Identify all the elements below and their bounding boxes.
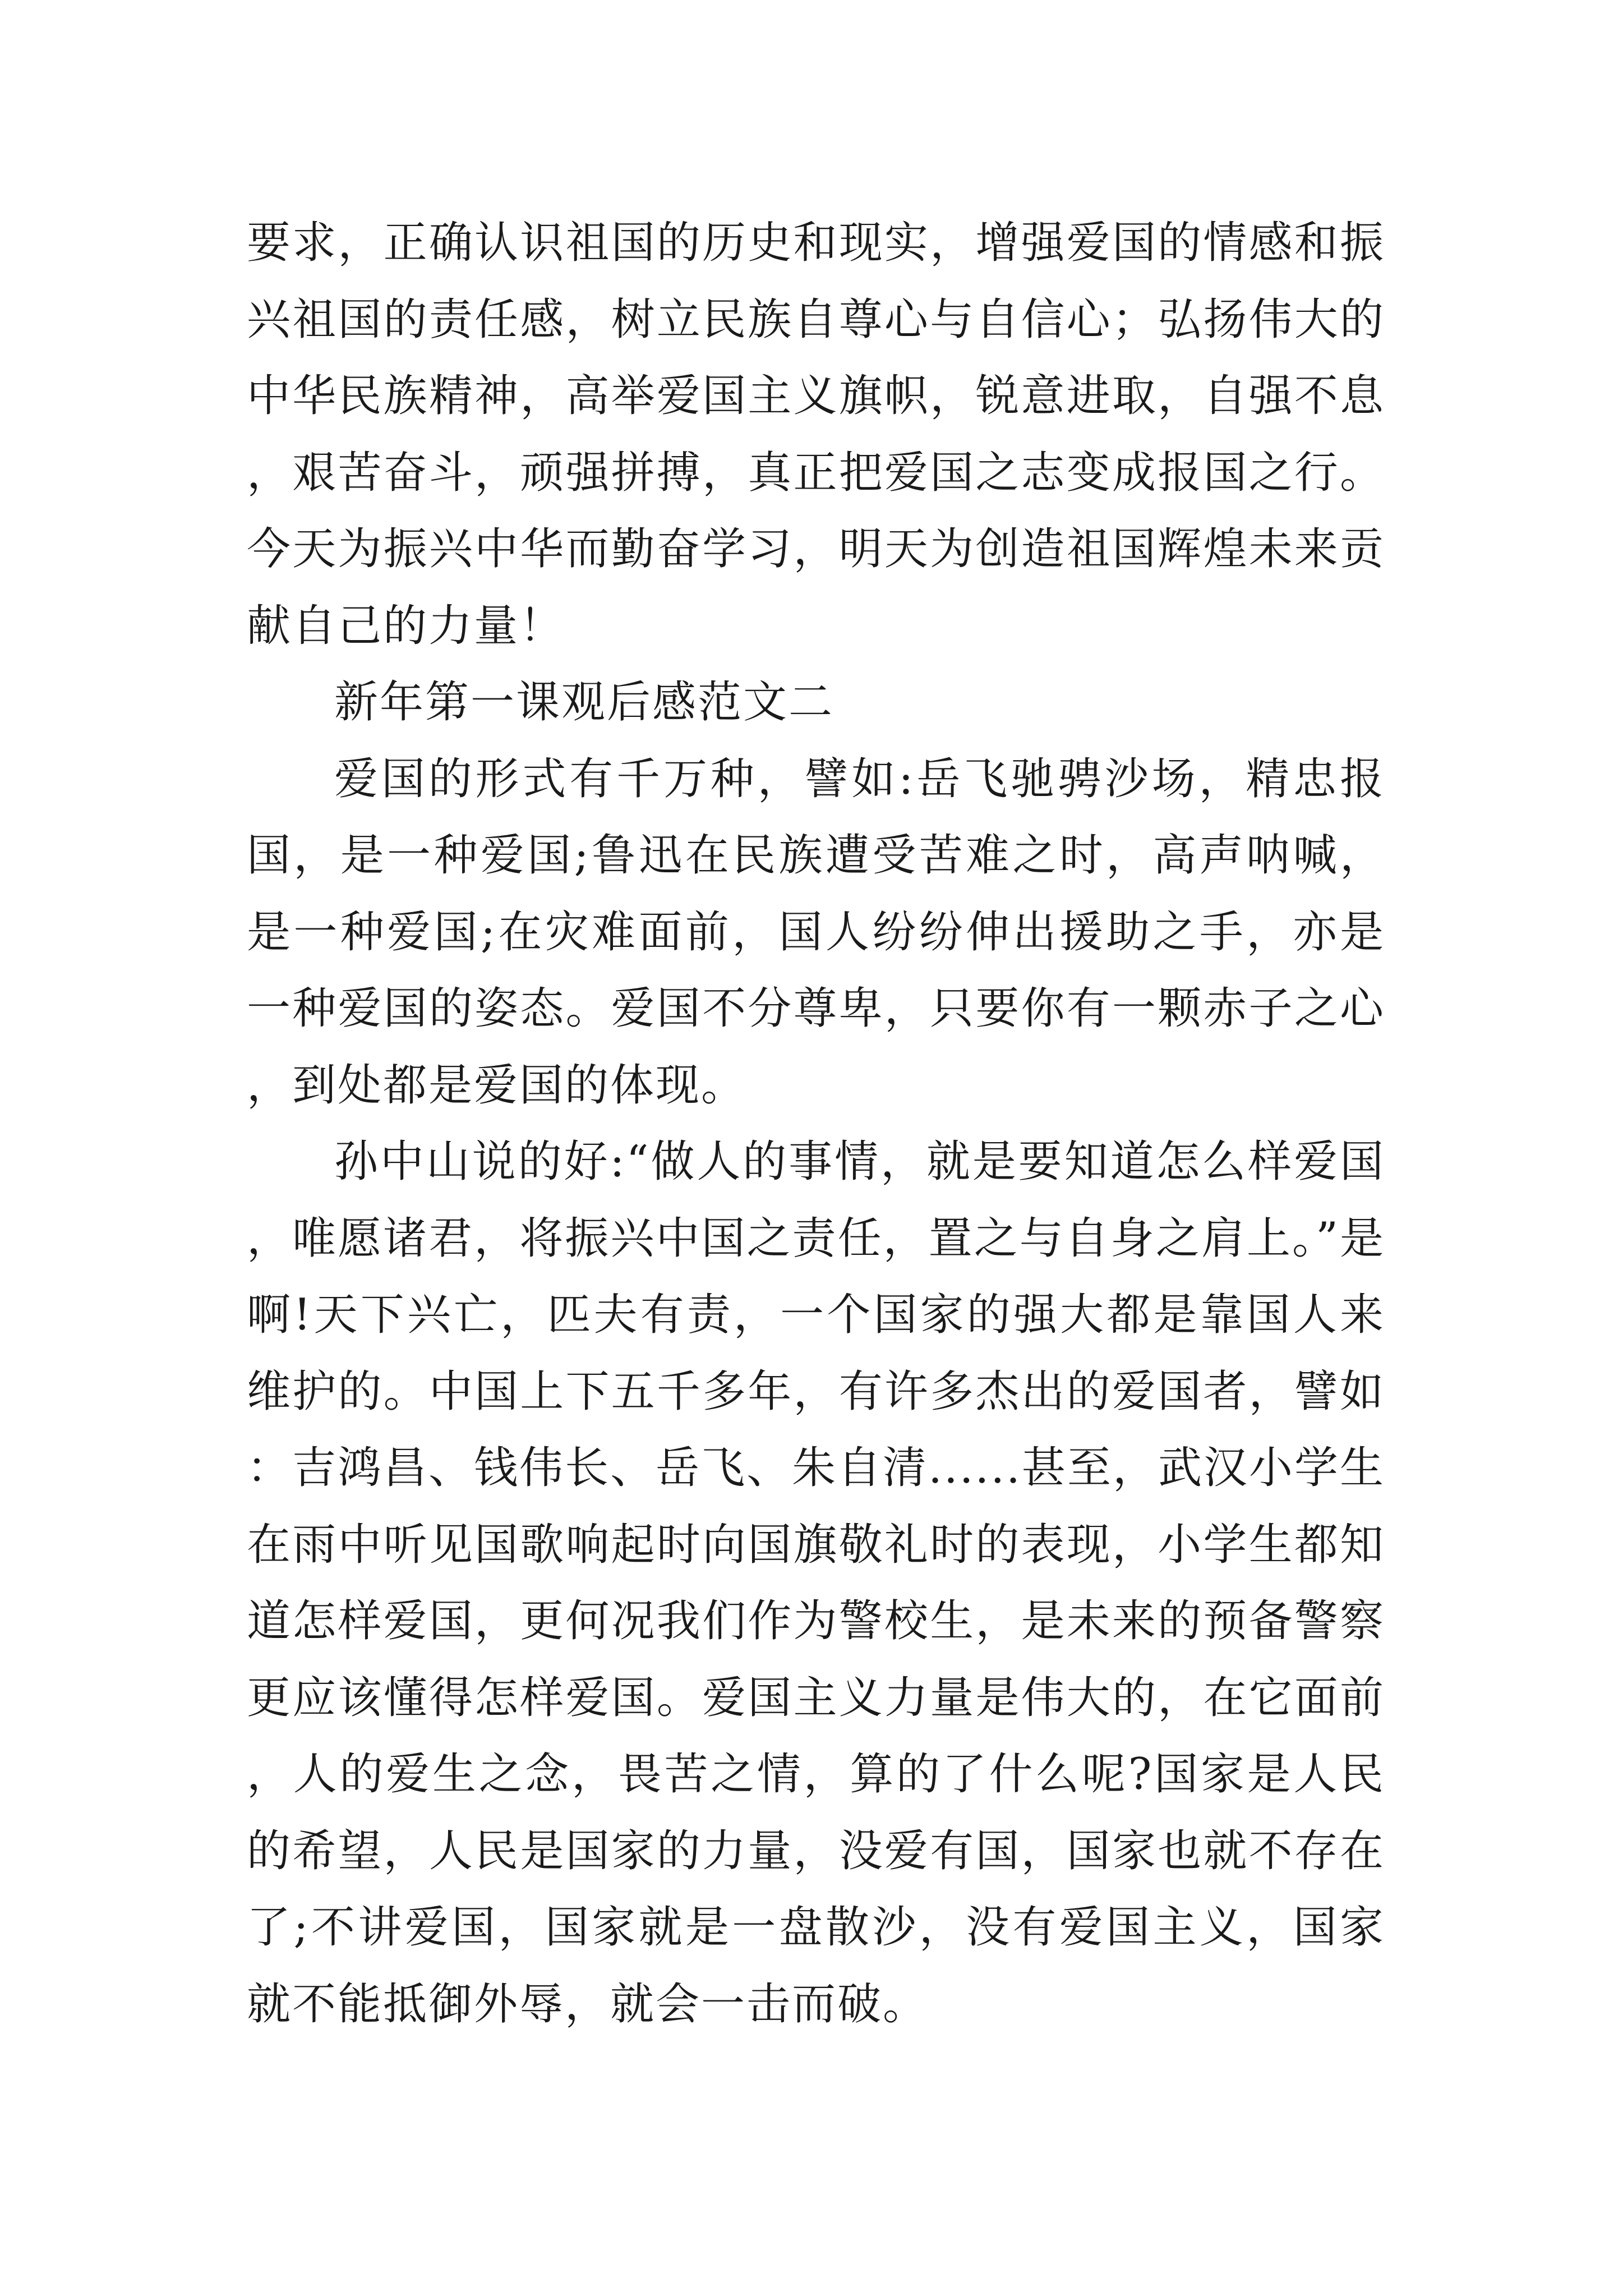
paragraph-continuation: 要求，正确认识祖国的历史和现实，增强爱国的情感和振兴祖国的责任感，树立民族自尊心与自信心；弘扬伟大的中华民族精神，高举爱国主义旗帜，锐意进取，自强不息，艰苦奋斗，顽强拼搏，真正把爱国之志变成报国之行。今天为振兴中华而勤奋学习，明天为创造祖国辉煌未来贡献自己的力量！ bbox=[247, 218, 1385, 651]
document-body bbox=[247, 205, 1385, 2042]
paragraph-sun-yat-sen-quote: 孙中山说的好:“做人的事情，就是要知道怎么样爱国，唯愿诸君，将振兴中国之责任，置之与自身之肩上。”是啊!天下兴亡，匹夫有责，一个国家的强大都是靠国人来维护的。中国上下五千多年，有许多杰出的爱国者，譬如：吉鸿昌、钱伟长、岳飞、朱自清......甚至，武汉小学生在雨中听见国歌响起时向国旗敬礼时的表现，小学生都知道怎样爱国，更何况我们作为警校生，是未来的预备警察更应该懂得怎样爱国。爱国主义力量是伟大的，在它面前，人的爱生之念，畏苦之情，算的了什么呢?国家是人民的希望，人民是国家的力量，没爱有国，国家也就不存在了;不讲爱国，国家就是一盘散沙，没有爱国主义，国家就不能抵御外辱，就会一击而破。 bbox=[247, 1137, 1385, 2030]
paragraph-forms-of-patriotism: 爱国的形式有千万种，譬如:岳飞驰骋沙场，精忠报国，是一种爱国;鲁迅在民族遭受苦难之时，高声呐喊，是一种爱国;在灾难面前，国人纷纷伸出援助之手，亦是一种爱国的姿态。爱国不分尊卑，只要你有一颗赤子之心，到处都是爱国的体现。 bbox=[247, 753, 1385, 1111]
section-heading: 新年第一课观后感范文二 bbox=[334, 677, 834, 728]
